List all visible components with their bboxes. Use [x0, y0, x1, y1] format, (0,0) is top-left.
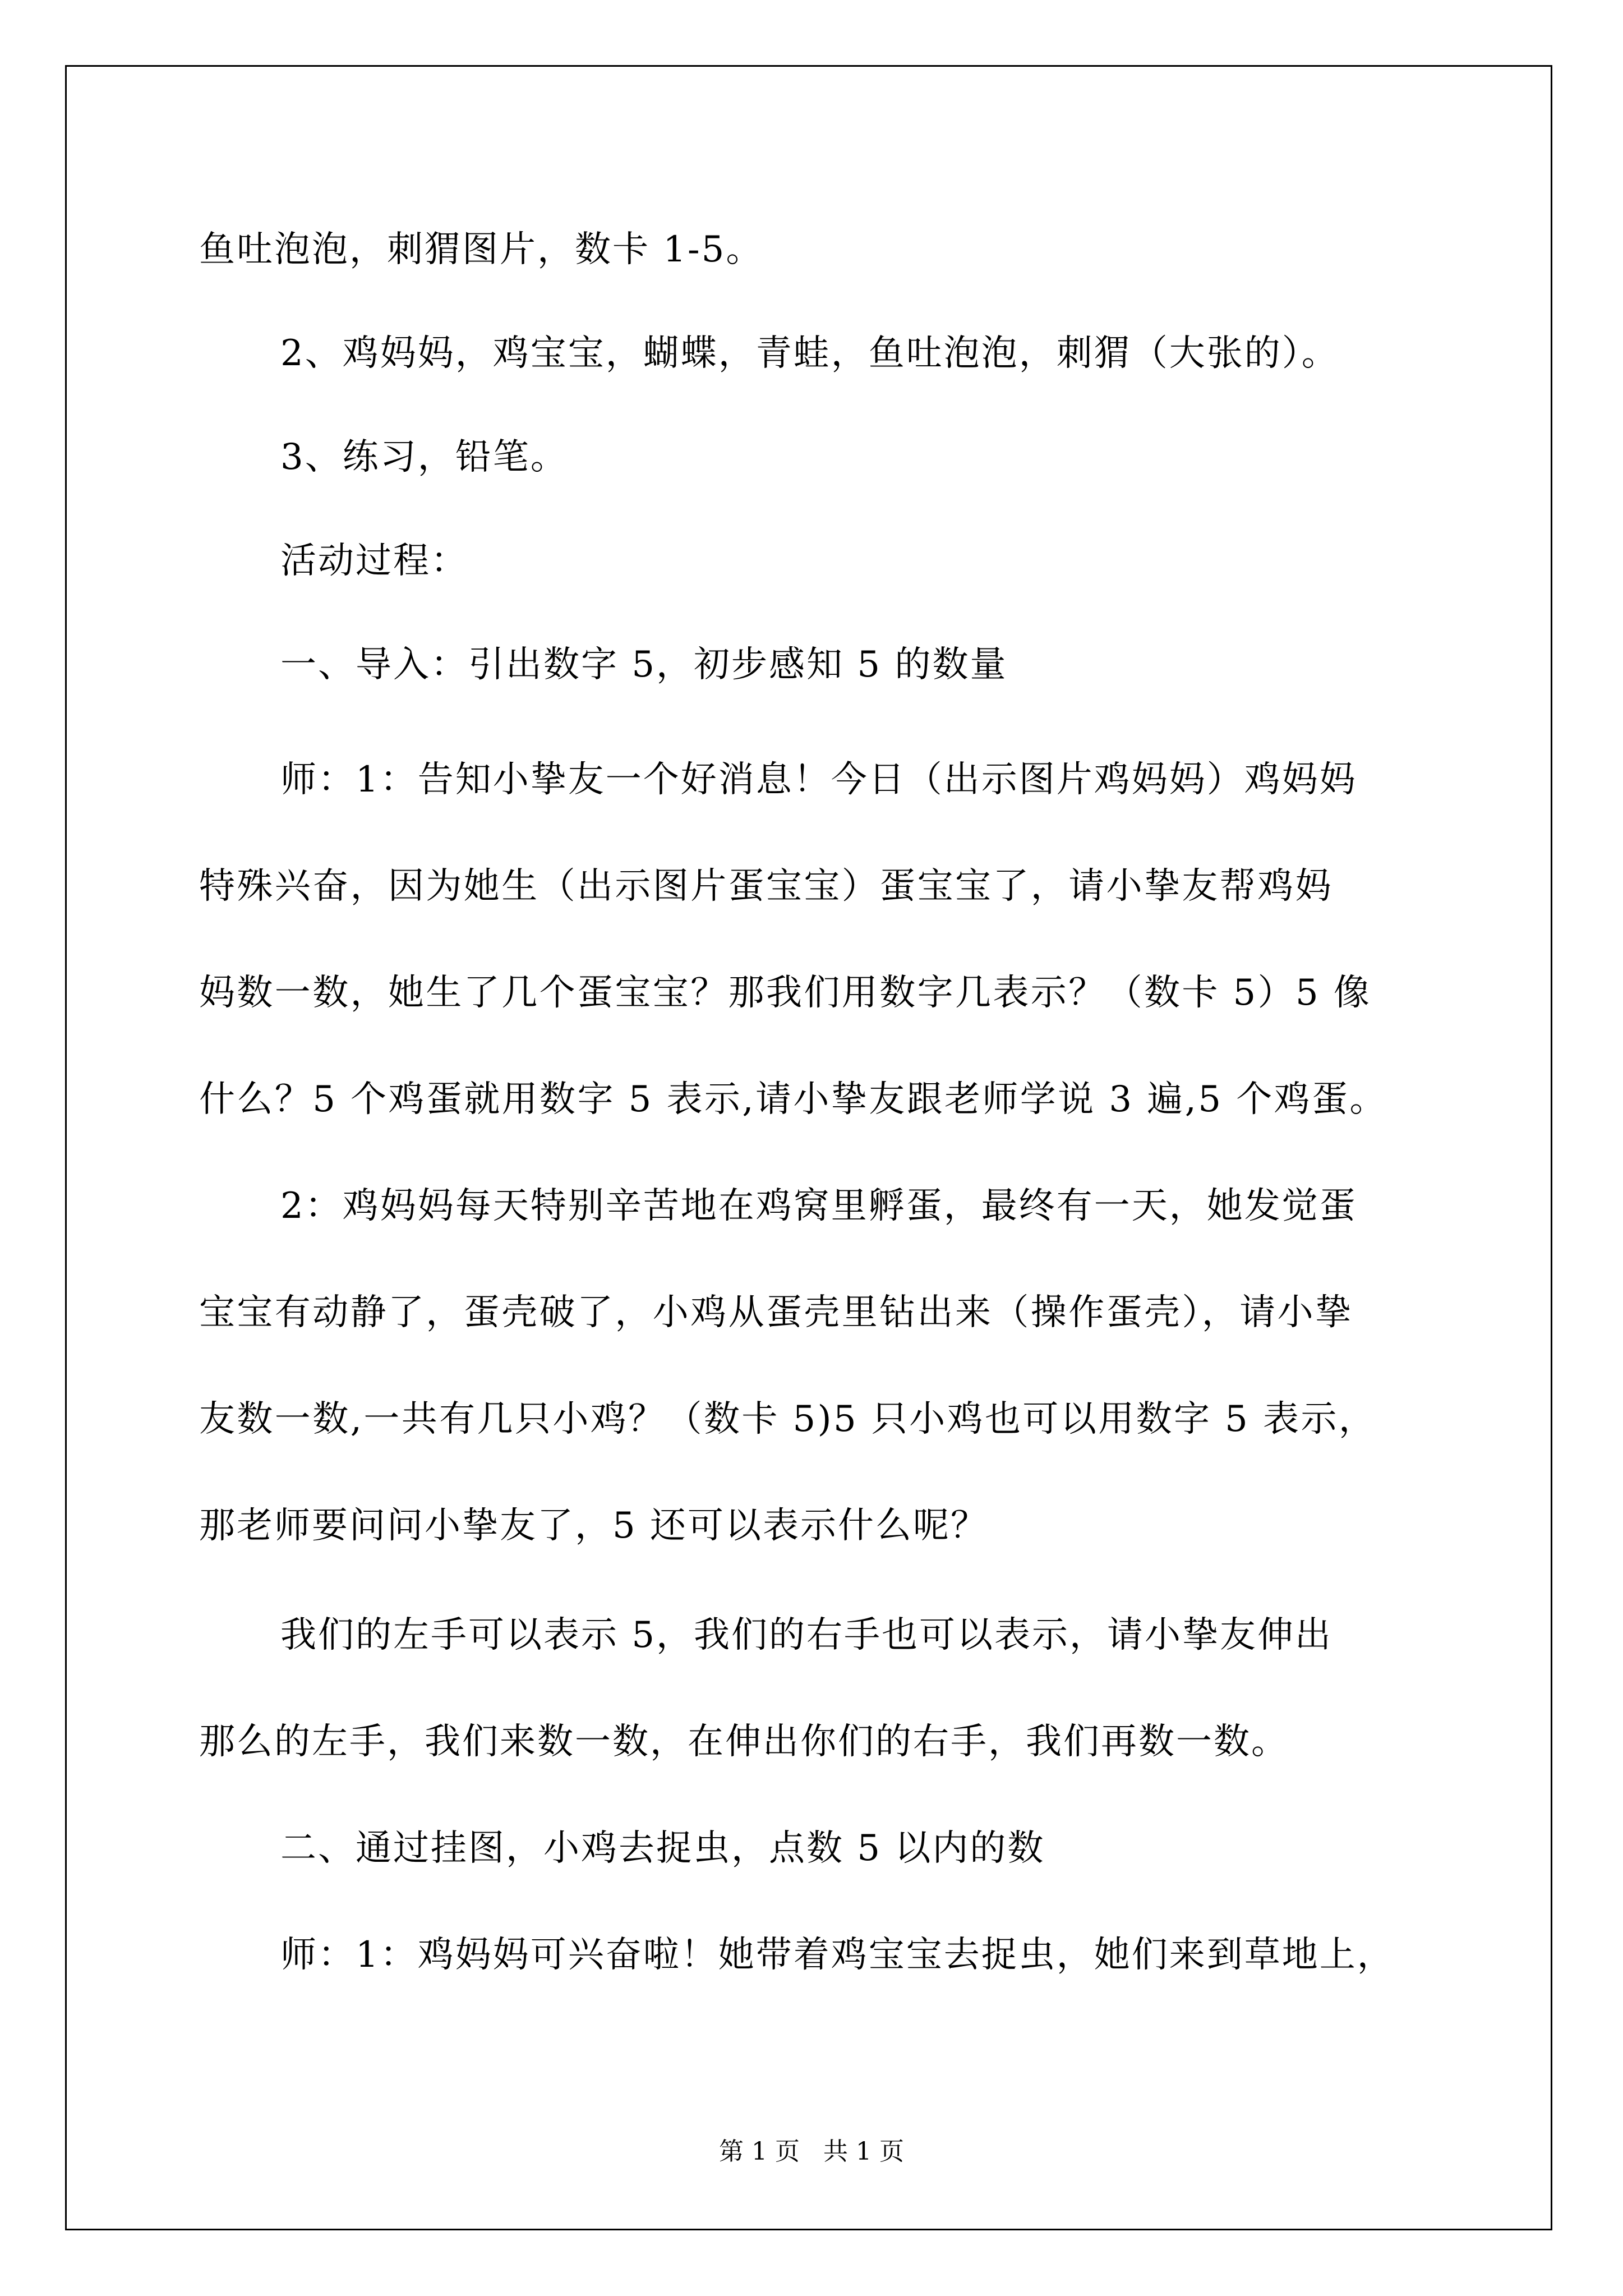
text-line-15: 那么的左手，我们来数一数，在伸出你们的右手，我们再数一数。 — [199, 1721, 1289, 1763]
text-line-2: 2、鸡妈妈，鸡宝宝，蝴蝶，青蛙，鱼吐泡泡，刺猬（大张的）。 — [280, 333, 1339, 374]
text-line-13: 那老师要问问小挚友了，5 还可以表示什么呢？ — [199, 1505, 989, 1547]
text-line-6: 师：1：告知小挚友一个好消息！今日（出示图片鸡妈妈）鸡妈妈 — [280, 759, 1357, 800]
text-line-3: 3、练习，铅笔。 — [280, 436, 568, 478]
section-heading-1: 一、导入：引出数字 5，初步感知 5 的数量 — [280, 644, 1008, 685]
text-line-10: 2：鸡妈妈每天特别辛苦地在鸡窝里孵蛋，最终有一天，她发觉蛋 — [280, 1185, 1357, 1227]
page-border — [65, 65, 1552, 2230]
text-line-11: 宝宝有动静了，蛋壳破了，小鸡从蛋壳里钻出来（操作蛋壳），请小挚 — [199, 1292, 1353, 1333]
text-line-14: 我们的左手可以表示 5，我们的右手也可以表示，请小挚友伸出 — [280, 1614, 1333, 1656]
text-line-1: 鱼吐泡泡，刺猬图片，数卡 1-5。 — [199, 229, 764, 270]
section-heading-2: 二、通过挂图，小鸡去捉虫，点数 5 以内的数 — [280, 1828, 1045, 1869]
text-line-12: 友数一数,一共有几只小鸡？（数卡 5)5 只小鸡也可以用数字 5 表示， — [199, 1398, 1377, 1440]
text-line-17: 师：1：鸡妈妈可兴奋啦！她带着鸡宝宝去捉虫，她们来到草地上， — [280, 1934, 1395, 1976]
section-heading-activity: 活动过程： — [280, 540, 468, 582]
text-line-9: 什么？5 个鸡蛋就用数字 5 表示,请小挚友跟老师学说 3 遍,5 个鸡蛋。 — [199, 1079, 1387, 1120]
text-line-8: 妈数一数，她生了几个蛋宝宝？那我们用数字几表示？（数卡 5）5 像 — [199, 972, 1372, 1014]
text-line-7: 特殊兴奋，因为她生（出示图片蛋宝宝）蛋宝宝了，请小挚友帮鸡妈 — [199, 866, 1333, 907]
page-footer: 第 1 页 共 1 页 — [719, 2137, 904, 2166]
